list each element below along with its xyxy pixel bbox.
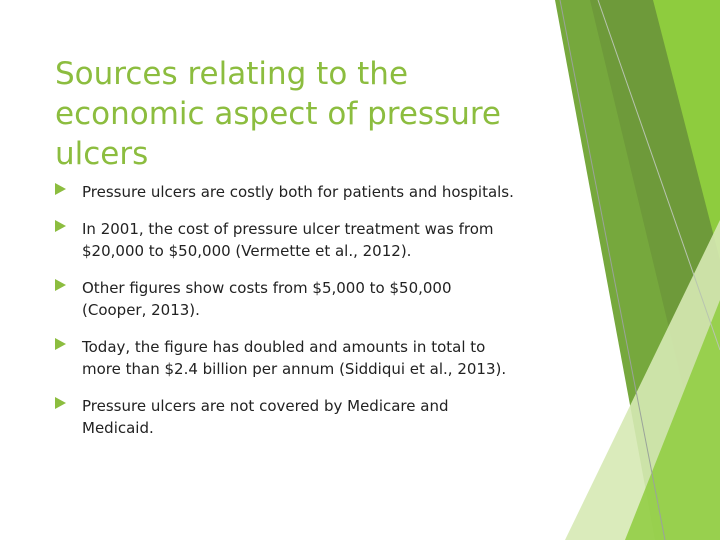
bullet-item bbox=[55, 336, 555, 380]
bullet-text: Pressure ulcers are not covered by Medicare and Medicaid. bbox=[82, 397, 449, 437]
bullet-item bbox=[55, 395, 555, 439]
triangle-arrow-icon bbox=[55, 183, 66, 195]
bullet-text: In 2001, the cost of pressure ulcer treatment was from $20,000 to $50,000 (Vermette et al., 2012). bbox=[82, 220, 494, 260]
triangle-arrow-icon bbox=[55, 220, 66, 232]
bullet-item bbox=[55, 181, 555, 203]
bullet-text: Pressure ulcers are costly both for patients and hospitals. bbox=[82, 183, 514, 201]
bullet-item bbox=[55, 218, 555, 262]
triangle-arrow-icon bbox=[55, 279, 66, 291]
triangle-arrow-icon bbox=[55, 397, 66, 409]
bullet-text: Today, the figure has doubled and amounts in total to more than $2.4 billion per annum (Siddiqui et al., 2013). bbox=[82, 338, 507, 378]
bullet-item bbox=[55, 277, 555, 321]
triangle-arrow-icon bbox=[55, 338, 66, 350]
bullet-text: Other figures show costs from $5,000 to $50,000 (Cooper, 2013). bbox=[82, 279, 452, 319]
slide-title: Sources relating to the economic aspect of pressure ulcers bbox=[55, 56, 501, 172]
bullet-list bbox=[55, 181, 555, 454]
